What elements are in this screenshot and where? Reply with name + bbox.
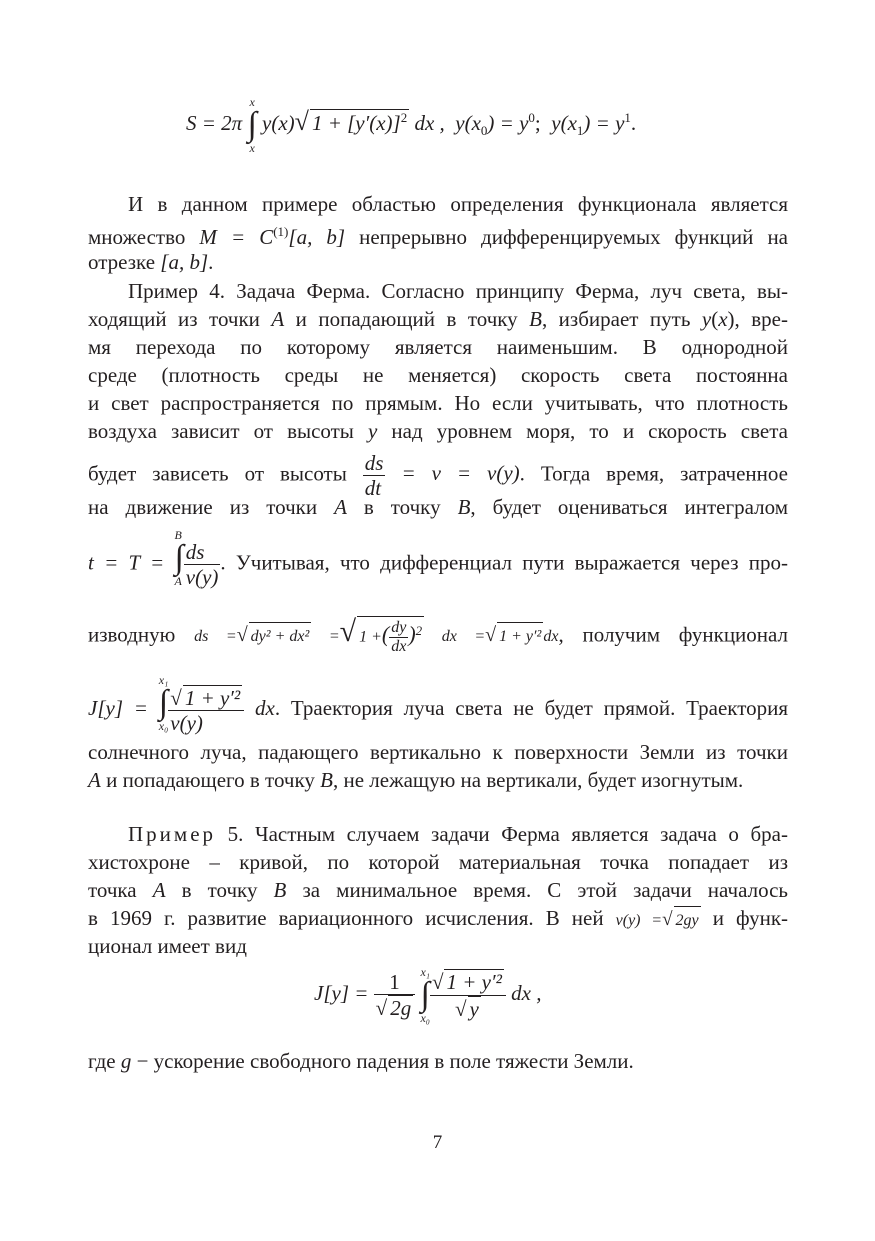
brachistochrone-fraction: $\frac{\text{√ 1 + y′²}}{√ y}$	[430, 969, 506, 1020]
para2-line4: среде (плотность среды не меняется) скорость света постоянна	[88, 363, 788, 387]
integral-sign: x₁ ∫ x₀	[420, 965, 430, 1025]
integral-sign: B ∫ A	[174, 527, 184, 588]
integral-lower-limit: x	[249, 141, 255, 155]
para2-line7: будет зависеть от высоты $\frac{ds}{dt}$ = v = v(y). Тогда время, затраченное	[88, 451, 788, 501]
para2-line11: J[y] = x₁ ∫ x₀ $\frac{\text{√ 1 + y′²}}{v(y)}$ dx. Траектория луча света не будет прямой. Траектория	[88, 673, 789, 736]
formula-s-lhs: S = 2π	[186, 110, 243, 135]
para2-line6: воздуха зависит от высоты y над уровнем моря, то и скорость света	[88, 419, 788, 443]
cond1: y(x	[551, 110, 577, 135]
para3-line1: Пример 5. Частным случаем задачи Ферма является задача о бра-	[128, 822, 788, 846]
formula-j: J[y] = $\frac{1}{√ 2g}$ x₁ ∫ x₀ $\frac{\text{√ 1 + y′²}}{√ y}$ dx ,	[314, 965, 542, 1025]
integral-upper-limit: x	[249, 95, 255, 109]
para3-line4: в 1969 г. развитие вариационного исчисления. В ней v(y) =√ 2gy и функ-	[88, 904, 788, 935]
para2-line5: и свет распространяется по прямым. Но если учитывать, что плотность	[88, 391, 788, 415]
ds-vy-fraction: $\frac{ds}{v(y)}$	[185, 540, 219, 590]
para2-line8: на движение из точки A в точку B, будет оцениваться интегралом	[88, 495, 788, 519]
cond0: y(x	[455, 110, 481, 135]
para1-line3: отрезке [a, b].	[88, 250, 214, 274]
formula-j-lhs: J[y] =	[314, 980, 369, 1005]
ds-formula: ds =√ dy² + dx² =√ 1 +( $\frac{dy}{dx}$ )$^2$ dx =√ 1 + y′² dx	[194, 615, 559, 656]
para3-line3: точка A в точку B за минимальное время. С этой задачи началось	[88, 878, 788, 902]
para2-line9: t = T = B ∫ A $\frac{ds}{v(y)}$ . Учитывая, что дифференциал пути выражается через про-	[88, 527, 788, 590]
para3-line2: хистохроне – кривой, по которой материальная точка попадает из	[88, 850, 788, 874]
integrand: y(x)	[262, 110, 295, 135]
integral-sign: x ∫ x	[247, 95, 257, 155]
functional-fraction: $\frac{\text{√ 1 + y′²}}{v(y)}$	[168, 685, 244, 735]
integral-sign: x₁ ∫ x₀	[158, 673, 169, 734]
para2-line12: солнечного луча, падающего вертикально к поверхности Земли из точки	[88, 740, 788, 764]
formula-s: S = 2π x ∫ x y(x)√ $1 + [y'(x)]^2$ dx , $y(x_0) = y^0$; $y(x_1) = y^1$.	[186, 95, 637, 155]
one-over-sqrt2g: $\frac{1}{√ 2g}$	[374, 970, 416, 1020]
para2-line1: Пример 4. Задача Ферма. Согласно принципу Ферма, луч света, вы-	[128, 279, 788, 303]
para2-line10: изводную ds =√ dy² + dx² =√ 1 +( $\frac{dy}{dx}$ )$^2$ dx =√ 1 + y′² dx, получим функционал	[88, 615, 789, 656]
velocity-formula: v(y) =√ 2gy	[616, 912, 701, 929]
page-number: 7	[432, 1132, 443, 1153]
para4-line1: где g − ускорение свободного падения в поле тяжести Земли.	[88, 1049, 634, 1073]
para3-line5: ционал имеет вид	[88, 934, 247, 958]
formula-s-dx: dx ,	[409, 110, 445, 135]
para2-line13: A и попадающего в точку B, не лежащую на вертикали, будет изогнутым.	[88, 768, 744, 792]
ds-dt-fraction: $\frac{ds}{dt}$	[364, 451, 384, 501]
sqrt-body: $1 + [y'(x)]^2$	[311, 109, 408, 135]
para1-line2: множество $M = C^{(1)}[a$, b] непрерывно дифференцируемых функций на	[88, 224, 788, 249]
para2-line3: мя перехода по которому является наименьшим. В однородной	[88, 335, 788, 359]
para2-line2: ходящий из точки A и попадающий в точку B, избирает путь y(x), вре-	[88, 307, 788, 331]
para1-line1: И в данном примере областью определения функционала является	[128, 192, 788, 216]
